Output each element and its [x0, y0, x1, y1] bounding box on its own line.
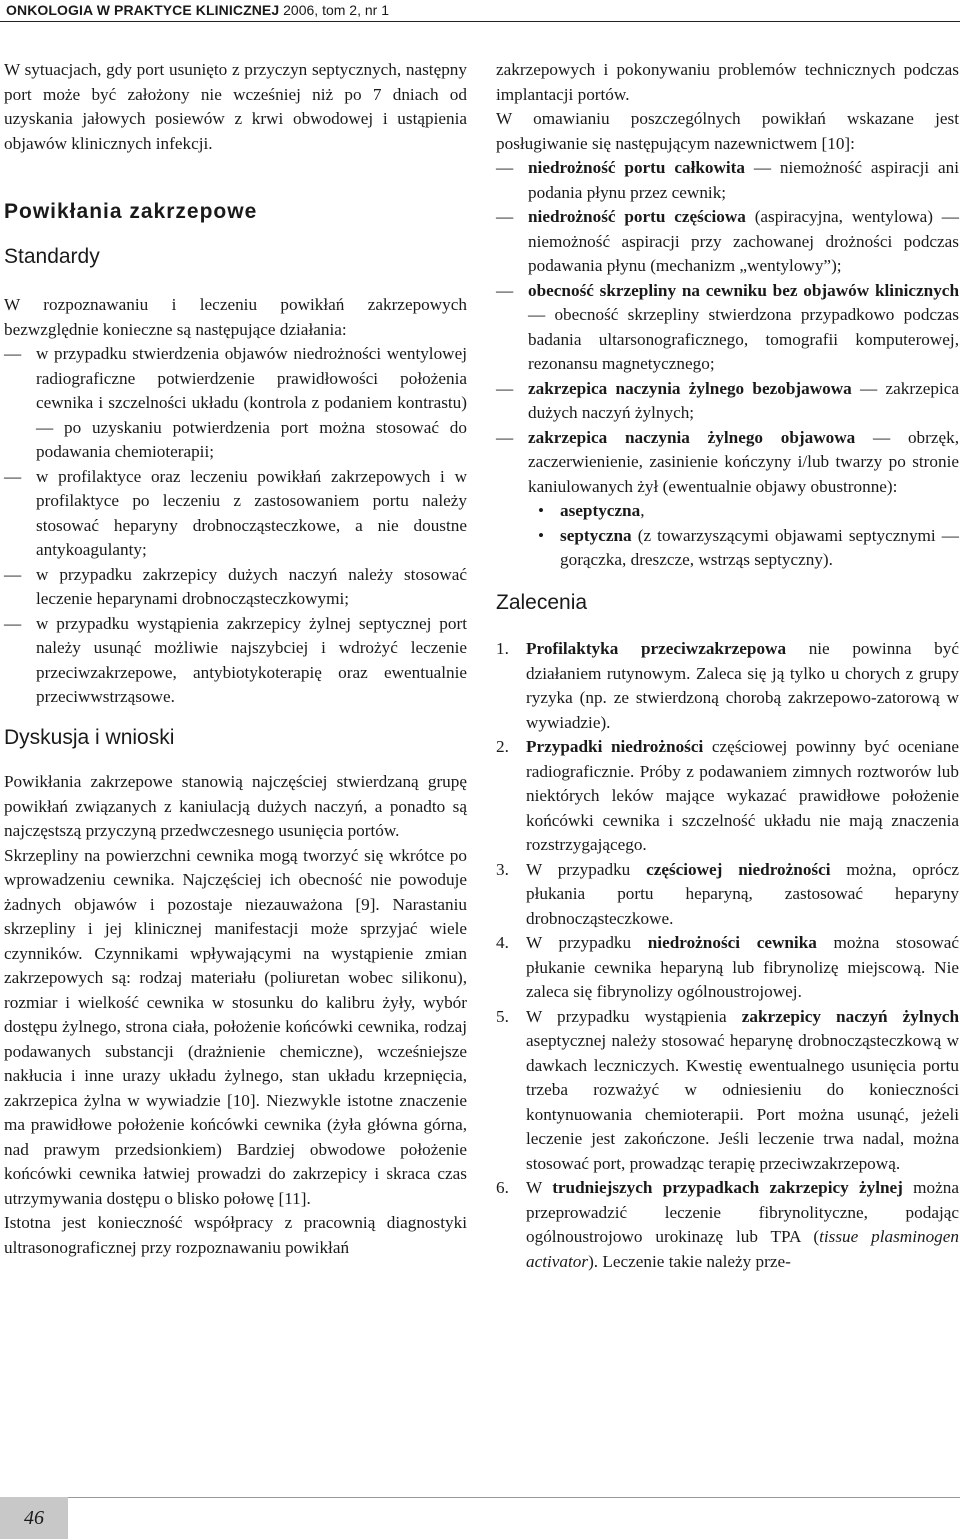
item-pre: W przypadku — [526, 933, 648, 952]
left-column — [4, 58, 467, 1260]
running-header — [0, 0, 960, 22]
item-post: nie powinna być działaniem rutynowym. Zaleca się ją tylko u chorych z grupy ryzyka (np. ze stwierdzoną chorobą zakrzepowo-zatorową w wywiadzie). — [526, 639, 959, 732]
item-pre: W przypadku wystąpienia — [526, 1006, 742, 1026]
item-pre: W przypadku — [526, 859, 647, 879]
item-bold: Przypadki niedrożności — [526, 737, 704, 756]
standards-list — [4, 342, 467, 710]
item-post: aseptycznej należy stosować heparynę drobnocząsteczkową w dawkach leczniczych. Kwestię ewentualnego usunięcia portu trzeba rozważyć w odniesieniu do konieczności kontynuowania chemioterapii. Port można usunąć, jeżeli leczenie jest zakończone. Jeśli leczenie trwa nadal, można stosować port, prowadząc terapię przeciwzakrzepową. — [526, 1031, 959, 1173]
item-bold: zakrzepicy naczyń żylnych — [741, 1006, 959, 1026]
term-label: zakrzepica naczynia żylnego bezobjawowa — [528, 378, 852, 398]
item-number: 4. — [496, 933, 509, 952]
item-post-2: ). Leczenie takie należy prze- — [588, 1251, 791, 1271]
subterm-list — [528, 499, 959, 573]
list-item-text: w przypadku zakrzepicy dużych naczyń należy stosować leczenie heparynami drobnocząsteczkowymi; — [36, 564, 467, 608]
page-number: 46 — [0, 1497, 68, 1539]
term-definition: — obrzęk, zaczerwienienie, zasinienie kończyny i/lub twarzy po stronie kaniulowanych żył (ewentualnie objawy obustronne): — [528, 427, 960, 496]
term-item — [496, 205, 959, 279]
subterm-item — [528, 499, 959, 524]
footer-rule — [0, 1497, 960, 1498]
term-item — [496, 279, 959, 377]
intro-paragraph: W sytuacjach, gdy port usunięto z przyczyn septycznych, następny port może być założony nie wcześniej niż po 7 dniach od uzyskania jałowych posiewów z krwi obwodowej i ustąpienia objawów klinicznych infekcji. — [4, 60, 467, 153]
term-definition: — zakrzepica dużych naczyń żylnych; — [528, 378, 960, 422]
right-column — [496, 58, 959, 1274]
term-item — [496, 426, 959, 573]
bullet-marker: • — [538, 525, 545, 545]
recommendation-item — [496, 735, 959, 858]
standards-intro: W rozpoznawaniu i leczeniu powikłań zakrzepowych bezwzględnie konieczne są następujące działania: — [4, 295, 467, 339]
term-label: niedrożność portu całkowita — [528, 158, 745, 177]
list-item-text: w przypadku stwierdzenia objawów niedrożności wentylowej radiograficzne potwierdzenie prawidłowości położenia cewnika i szczelności układu (kontrola z podaniem kontrastu) — po uzyskaniu potwierdzenia port można stosować do podawania chemioterapii; — [36, 344, 467, 461]
item-number: 2. — [496, 737, 509, 756]
recommendations-title: Zalecenia — [496, 590, 588, 614]
term-label: obecność skrzepliny na cewniku bez objawów klinicznych — [528, 280, 959, 300]
bullet-marker: • — [538, 501, 545, 520]
dash-marker: — — [496, 427, 514, 447]
item-bold: Profilaktyka przeciwzakrzepowa — [526, 639, 787, 658]
recommendation-item — [496, 931, 959, 1005]
term-definition: (aspiracyjna, wentylowa) — niemożność aspiracji przy zachowanej drożności podczas podawania płynu (mechanizm „wentylowy”); — [528, 207, 959, 275]
recommendation-item — [496, 637, 959, 735]
list-item — [4, 563, 467, 612]
dash-marker: — — [496, 207, 514, 226]
nomenclature-intro: W omawianiu poszczególnych powikłań wskazane jest posługiwanie się następującym nazewnictwem [10]: — [496, 109, 959, 153]
standards-title: Standardy — [4, 244, 100, 268]
term-item — [496, 377, 959, 426]
list-item — [4, 342, 467, 465]
subterm-definition: , — [640, 501, 645, 520]
item-post: można, oprócz płukania portu heparyną, zastosować heparyny drobnocząsteczkowe. — [526, 859, 959, 928]
recommendation-item — [496, 1176, 959, 1274]
item-bold: częściowej niedrożności — [646, 859, 831, 879]
journal-issue: 2006, tom 2, nr 1 — [279, 2, 389, 18]
dash-marker: — — [496, 378, 514, 398]
dash-marker: — — [4, 466, 22, 486]
nomenclature-list — [496, 156, 959, 573]
dash-marker: — — [496, 280, 514, 300]
item-number: 5. — [496, 1006, 509, 1026]
list-item-text: w profilaktyce oraz leczeniu powikłań zakrzepowych i w profilaktyce po leczeniu z zastosowaniem portu należy stosować heparyny drobnocząsteczkowe, a nie doustne antykoagulanty; — [36, 466, 467, 559]
term-definition: — obecność skrzepliny stwierdzona przypadkowo podczas badania ultarsonograficznego, tomografii komputerowej, rezonansu magnetycznego; — [528, 305, 959, 373]
discussion-paragraph-1: Powikłania zakrzepowe stanowią najczęściej stwierdzaną grupę powikłań związanych z kaniulacją dużych naczyń, a ponadto są najczęstszą przyczyną przedwczesnego usunięcia portów. — [4, 772, 467, 840]
journal-name: ONKOLOGIA W PRAKTYCE KLINICZNEJ — [6, 2, 280, 18]
recommendation-item — [496, 1005, 959, 1177]
recommendation-item — [496, 858, 959, 932]
item-post: można przeprowadzić leczenie fibrynolityczne, podając ogólnoustrojowo urokinazę lub TPA ( — [526, 1178, 959, 1246]
item-number: 6. — [496, 1178, 509, 1197]
item-post: częściowej powinny być oceniane radiograficznie. Próby z podawaniem zimnych roztworów lub niektórych leków mające wykazać prawidłowe położenie końcówki cewnika i szczelność układu nie mają znaczenia rozstrzygającego. — [526, 737, 960, 854]
list-item — [4, 612, 467, 710]
dash-marker: — — [4, 564, 22, 584]
subterm-label: septyczna — [560, 525, 632, 545]
item-number: 3. — [496, 859, 509, 879]
item-italic: tissue plasminogen activator — [526, 1227, 959, 1271]
term-definition: — niemożność aspiracji ani podania płynu przez cewnik; — [528, 158, 959, 202]
item-bold: niedrożności cewnika — [647, 933, 817, 952]
discussion-paragraph-2: Skrzepliny na powierzchni cewnika mogą tworzyć się wkrótce po wprowadzeniu cewnika. Najczęściej ich obecność nie powoduje żadnych objawów i pozostaje niezauważona [9]. Narastaniu skrzepliny i jej klinicznej manifestacji może sprzyjać wiele czynników. Czynnikami wpływającymi na wystąpienie zmian zakrzepowych są: rodzaj materiału (poliuretan wobec silikonu), rozmiar i wielkość cewnika w stosunku do kalibru żyły, wybór dostępu żylnego, strona ciała, położenie końcówki cewnika, rodzaj podawanych substancji (drażnienie chemiczne), wcześniejsze nakłucia i inne urazy układu żylnego, stan układu krzepnięcia, zakrzepica żylna w wywiadzie [10]. Niezwykle istotne znaczenie ma prawidłowe położenie końcówki cewnika (żyła główna górna, nad prawym przedsionkiem) Bardziej obwodowe położenie końcówki cewnika łatwiej prowadzi do zakrzepicy i skraca czas utrzymywania dostępu o blisko połowę [11]. — [4, 845, 467, 1208]
subterm-item — [528, 524, 959, 573]
continuation-paragraph: zakrzepowych i pokonywaniu problemów technicznych podczas implantacji portów. — [496, 60, 959, 104]
dash-marker: — — [4, 344, 22, 363]
dash-marker: — — [4, 613, 22, 633]
dash-marker: — — [496, 158, 514, 177]
item-number: 1. — [496, 639, 509, 658]
list-item-text: w przypadku wystąpienia zakrzepicy żylnej septycznej port należy usunąć możliwie najszybciej i wdrożyć leczenie przeciwzakrzepowe, antybiotykoterapię oraz ewentualnie przeciwwstrząsowe. — [36, 613, 467, 706]
discussion-paragraph-3: Istotna jest konieczność współpracy z pracownią diagnostyki ultrasonograficznej przy rozpoznawaniu powikłań — [4, 1213, 467, 1257]
term-label: niedrożność portu częściowa — [528, 207, 746, 226]
item-post: można stosować płukanie cewnika heparyną lub fibrynolizę miejscową. Nie zaleca się fibrynolizy ogólnoustrojowej. — [526, 933, 959, 1001]
item-pre: W — [526, 1178, 553, 1197]
subterm-definition: (z towarzyszącymi objawami septycznymi — gorączka, dreszcze, wstrząs septyczny). — [560, 525, 959, 569]
list-item — [4, 465, 467, 563]
recommendations-list — [496, 637, 959, 1274]
discussion-title: Dyskusja i wnioski — [4, 725, 175, 749]
item-bold: trudniejszych przypadkach zakrzepicy żylnej — [552, 1178, 903, 1197]
term-label: zakrzepica naczynia żylnego objawowa — [528, 427, 856, 447]
section-title: Powikłania zakrzepowe — [4, 200, 258, 223]
subterm-label: aseptyczna — [560, 501, 641, 520]
term-item — [496, 156, 959, 205]
